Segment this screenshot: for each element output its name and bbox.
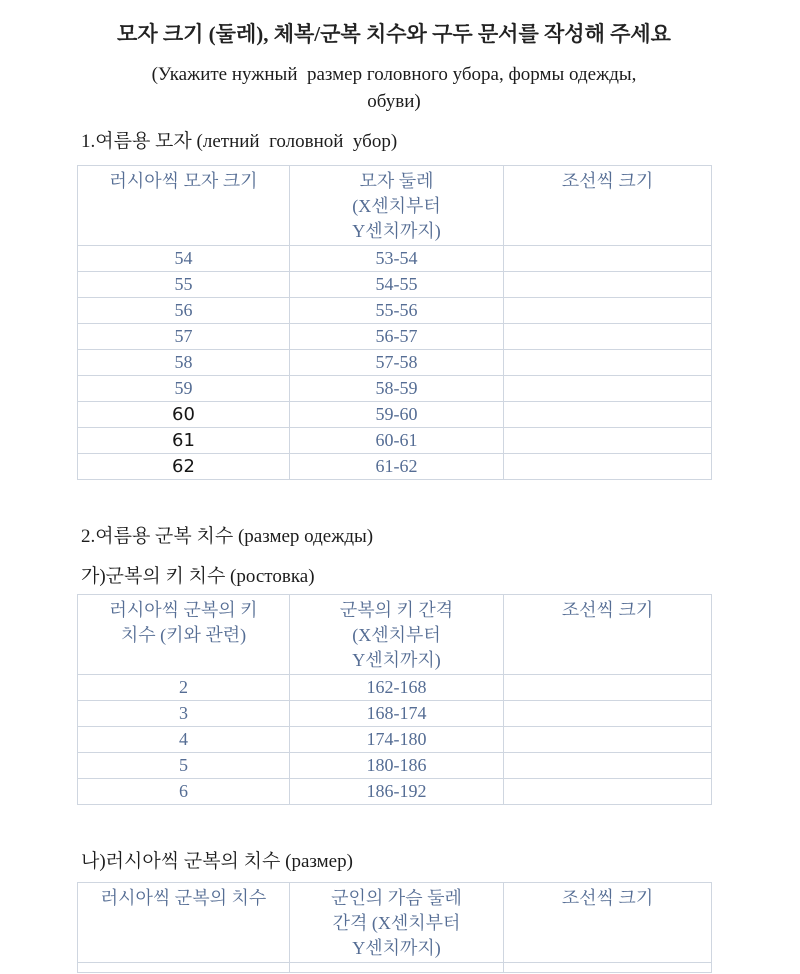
table-cell: 54-55 [290, 272, 504, 298]
empty-cell [504, 298, 712, 324]
empty-cell [78, 963, 290, 973]
empty-cell [290, 963, 504, 973]
table-cell: 186-192 [290, 779, 504, 805]
column-header: 조선씩 크기 [504, 883, 712, 963]
table-row [78, 428, 712, 454]
column-header: 모자 둘레 (X센치부터 Y센치까지) [290, 166, 504, 246]
page-title: 모자 크기 (둘레), 체복/군복 치수와 구두 문서를 작성해 주세요 [117, 22, 671, 46]
table-cell: 60 [78, 402, 290, 428]
table-cell: 58-59 [290, 376, 504, 402]
table-row [78, 753, 712, 779]
column-header: 러시아씩 군복의 치수 [78, 883, 290, 963]
empty-cell [504, 963, 712, 973]
section-2a-heading: 가)군복의 키 치수 (ростовка) [81, 566, 315, 587]
table-cell: 6 [78, 779, 290, 805]
table-cell: 61-62 [290, 454, 504, 480]
empty-cell [504, 779, 712, 805]
section-2b-heading: 나)러시아씩 군복의 치수 (размер) [81, 851, 353, 872]
document-page [77, 0, 711, 973]
column-header: 러시아씩 군복의 키 치수 (키와 관련) [78, 595, 290, 675]
table-row [78, 298, 712, 324]
empty-cell [504, 324, 712, 350]
table-cell: 59 [78, 376, 290, 402]
table-cell: 174-180 [290, 727, 504, 753]
table-cell: 60-61 [290, 428, 504, 454]
table-row [78, 701, 712, 727]
empty-cell [504, 246, 712, 272]
table-row [78, 246, 712, 272]
table-cell: 55 [78, 272, 290, 298]
section-1-heading: 1.여름용 모자 (летний головной убор) [81, 131, 398, 152]
subtitle-line-1: (Укажите нужный размер головного убора, формы одежды, [151, 64, 637, 85]
empty-cell [504, 402, 712, 428]
table-cell: 54 [78, 246, 290, 272]
table-cell: 61 [78, 428, 290, 454]
table-cell: 56 [78, 298, 290, 324]
table-row [78, 675, 712, 701]
empty-cell [504, 272, 712, 298]
table-row [78, 376, 712, 402]
column-header: 군인의 가슴 둘레 간격 (X센치부터 Y센치까지) [290, 883, 504, 963]
empty-cell [504, 701, 712, 727]
table-row [78, 402, 712, 428]
table-cell: 4 [78, 727, 290, 753]
empty-cell [504, 428, 712, 454]
empty-cell [504, 675, 712, 701]
table-row [78, 727, 712, 753]
column-header: 조선씩 크기 [504, 166, 712, 246]
table-cell: 62 [78, 454, 290, 480]
table-cell: 53-54 [290, 246, 504, 272]
table-cell: 56-57 [290, 324, 504, 350]
table-row [78, 272, 712, 298]
table-cell: 3 [78, 701, 290, 727]
empty-cell [504, 753, 712, 779]
table-cell: 180-186 [290, 753, 504, 779]
table-row [78, 324, 712, 350]
empty-cell [504, 350, 712, 376]
column-header: 군복의 키 간격 (X센치부터 Y센치까지) [290, 595, 504, 675]
subtitle-line-2: обуви) [367, 91, 421, 112]
table-cell: 58 [78, 350, 290, 376]
table-cell: 162-168 [290, 675, 504, 701]
table-row [78, 963, 712, 973]
empty-cell [504, 727, 712, 753]
table-row [78, 350, 712, 376]
table-cell: 59-60 [290, 402, 504, 428]
uniform-chest-table [77, 882, 712, 973]
table-cell: 2 [78, 675, 290, 701]
column-header: 러시아씩 모자 크기 [78, 166, 290, 246]
empty-cell [504, 454, 712, 480]
column-header: 조선씩 크기 [504, 595, 712, 675]
table-cell: 55-56 [290, 298, 504, 324]
table-cell: 5 [78, 753, 290, 779]
empty-cell [504, 376, 712, 402]
table-cell: 168-174 [290, 701, 504, 727]
table-cell: 57-58 [290, 350, 504, 376]
table-row [78, 454, 712, 480]
hat-size-table [77, 165, 712, 480]
uniform-height-table [77, 594, 712, 805]
section-2-heading: 2.여름용 군복 치수 (размер одежды) [81, 526, 374, 547]
table-row [78, 779, 712, 805]
table-cell: 57 [78, 324, 290, 350]
